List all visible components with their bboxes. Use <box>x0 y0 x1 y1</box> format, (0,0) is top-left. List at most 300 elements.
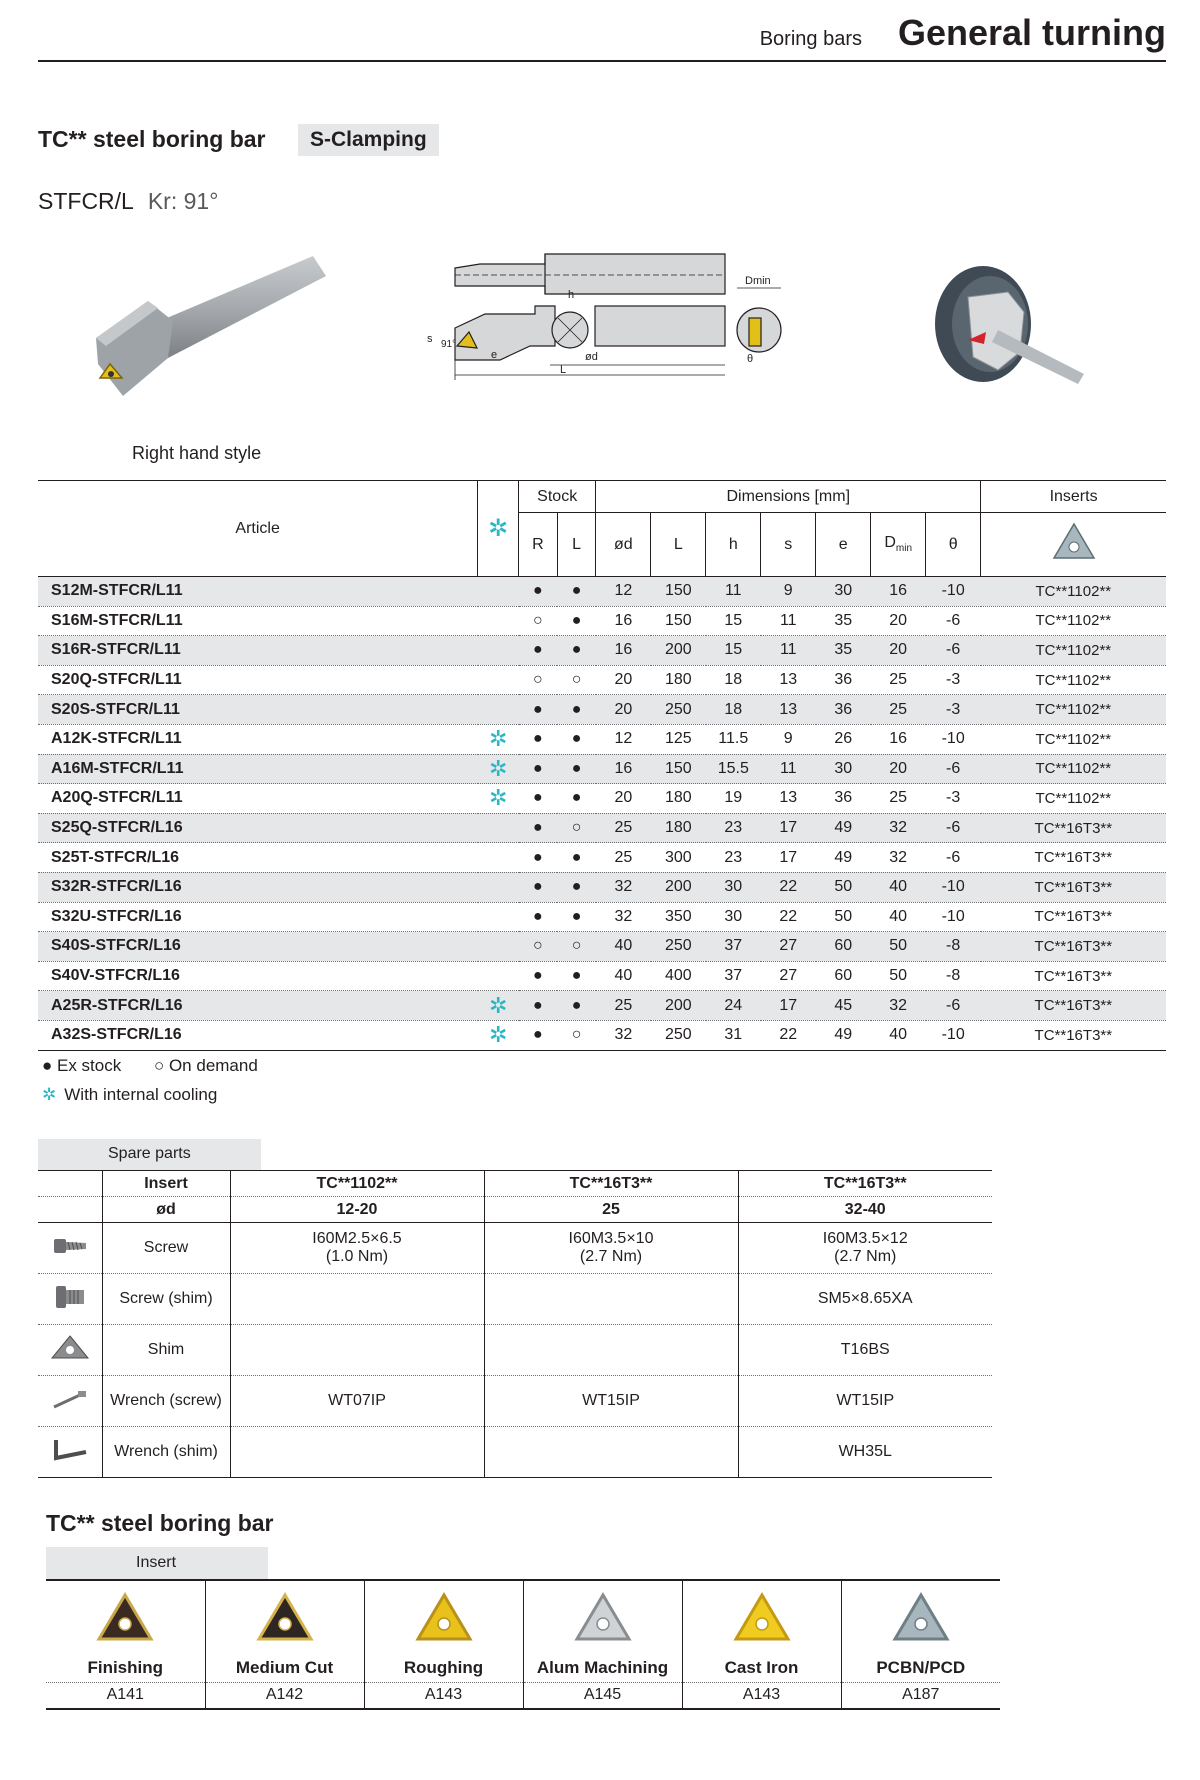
dim-len: 125 <box>651 724 706 754</box>
stock-L: ● <box>557 577 596 607</box>
cooling-legend-icon: ✲ <box>42 1085 57 1104</box>
table-row <box>38 577 1166 607</box>
dim-dmin: 25 <box>871 784 926 814</box>
insert-grade-label: Roughing <box>364 1658 523 1683</box>
dim-s: 22 <box>761 872 816 902</box>
dim-theta: -6 <box>926 754 981 784</box>
insert-grade-label: Medium Cut <box>205 1658 364 1683</box>
spare-part-value: I60M2.5×6.5 (1.0 Nm) <box>230 1223 484 1274</box>
cooling-icon <box>478 813 519 843</box>
stock-legend <box>42 1056 286 1076</box>
dim-h: 18 <box>706 665 761 695</box>
dim-theta: -10 <box>926 902 981 932</box>
table-row <box>38 636 1166 666</box>
dim-h: 15 <box>706 636 761 666</box>
col-h: h <box>706 513 761 577</box>
stock-R: ● <box>519 1020 558 1050</box>
dim-od: 25 <box>596 991 651 1021</box>
dim-od: 12 <box>596 577 651 607</box>
dim-od: 25 <box>596 843 651 873</box>
dim-h: 15 <box>706 606 761 636</box>
insert-grade-icon <box>364 1580 523 1658</box>
col-s: s <box>761 513 816 577</box>
dim-e: 30 <box>816 754 871 784</box>
spare-part-value: WT07IP <box>230 1376 484 1427</box>
stock-L: ● <box>557 991 596 1021</box>
legend-ex-stock: ● Ex stock <box>42 1056 122 1075</box>
dim-h: 37 <box>706 932 761 962</box>
dim-h: 30 <box>706 902 761 932</box>
table-row <box>38 932 1166 962</box>
dim-theta: -3 <box>926 665 981 695</box>
dim-e: 49 <box>816 1020 871 1050</box>
dim-od: 16 <box>596 754 651 784</box>
dim-s: 11 <box>761 606 816 636</box>
cooling-icon <box>478 932 519 962</box>
cooling-icon: ✲ <box>478 784 519 814</box>
spare-col-insert: TC**1102** <box>230 1171 484 1197</box>
dim-dmin: 40 <box>871 902 926 932</box>
table-row <box>38 902 1166 932</box>
article-code: S20Q-STFCR/L11 <box>38 665 478 695</box>
dim-s: 27 <box>761 932 816 962</box>
spare-part-value <box>230 1325 484 1376</box>
insert-grades-table <box>46 1579 1000 1710</box>
stock-R: ● <box>519 902 558 932</box>
table-row <box>38 754 1166 784</box>
insert-code: TC**1102** <box>981 665 1166 695</box>
shim-icon <box>38 1325 102 1376</box>
dim-len: 200 <box>651 872 706 902</box>
col-od: ød <box>596 513 651 577</box>
stock-R: ○ <box>519 665 558 695</box>
insert-code: TC**16T3** <box>981 961 1166 991</box>
insert-grade-code: A142 <box>205 1683 364 1709</box>
dim-L-label: L <box>560 364 567 376</box>
dim-dmin: 25 <box>871 665 926 695</box>
spare-part-value: WH35L <box>738 1427 992 1478</box>
col-length: L <box>651 513 706 577</box>
dim-e-label: e <box>491 349 498 361</box>
dim-e: 60 <box>816 961 871 991</box>
technical-drawing <box>425 250 795 426</box>
article-code: A12K-STFCR/L11 <box>38 724 478 754</box>
insert-grade-code: A187 <box>841 1683 1000 1709</box>
table-row <box>38 724 1166 754</box>
model-code: STFCR/L <box>38 188 134 214</box>
insert-code: TC**1102** <box>981 695 1166 725</box>
dim-theta: -3 <box>926 784 981 814</box>
article-code: S40S-STFCR/L16 <box>38 932 478 962</box>
stock-R: ● <box>519 872 558 902</box>
dim-len: 180 <box>651 784 706 814</box>
dim-od: 40 <box>596 961 651 991</box>
dim-h: 18 <box>706 695 761 725</box>
insert-header-icon <box>981 513 1166 577</box>
spare-part-value <box>230 1274 484 1325</box>
dim-theta: -8 <box>926 932 981 962</box>
article-code: S25Q-STFCR/L16 <box>38 813 478 843</box>
insert-grade-label: PCBN/PCD <box>841 1658 1000 1683</box>
article-code: S25T-STFCR/L16 <box>38 843 478 873</box>
dim-len: 200 <box>651 636 706 666</box>
spare-part-value: T16BS <box>738 1325 992 1376</box>
cooling-icon <box>478 636 519 666</box>
dim-theta: -6 <box>926 606 981 636</box>
insert-grade-icon <box>682 1580 841 1658</box>
spare-part-label: Screw <box>102 1223 230 1274</box>
dim-od: 25 <box>596 813 651 843</box>
insert-grade-code: A143 <box>364 1683 523 1709</box>
spare-part-value <box>484 1274 738 1325</box>
dim-dmin: 25 <box>871 695 926 725</box>
article-code: A16M-STFCR/L11 <box>38 754 478 784</box>
cooling-icon <box>478 577 519 607</box>
stock-L: ● <box>557 724 596 754</box>
spare-col-insert: TC**16T3** <box>484 1171 738 1197</box>
dim-len: 200 <box>651 991 706 1021</box>
dim-theta-label: θ <box>747 353 754 365</box>
spare-parts-table <box>38 1170 992 1478</box>
legend-cooling: With internal cooling <box>64 1085 218 1104</box>
dim-theta: -10 <box>926 1020 981 1050</box>
insert-code: TC**16T3** <box>981 991 1166 1021</box>
dim-s: 13 <box>761 784 816 814</box>
spare-col-od: 12-20 <box>230 1197 484 1223</box>
dim-h: 15.5 <box>706 754 761 784</box>
dim-s-label: s <box>427 333 433 345</box>
col-e: e <box>816 513 871 577</box>
spare-col-od: 32-40 <box>738 1197 992 1223</box>
stock-L: ● <box>557 606 596 636</box>
insert-code: TC**1102** <box>981 724 1166 754</box>
dim-theta: -8 <box>926 961 981 991</box>
spare-col-od: 25 <box>484 1197 738 1223</box>
spare-part-value <box>484 1325 738 1376</box>
spare-parts-tab: Spare parts <box>38 1139 261 1170</box>
dim-angle-label: 91° <box>441 339 457 350</box>
image-caption: Right hand style <box>132 443 262 463</box>
cooling-column-icon: ✲ <box>478 481 519 577</box>
dim-od: 12 <box>596 724 651 754</box>
stock-L: ● <box>557 784 596 814</box>
dim-h: 11.5 <box>706 724 761 754</box>
spare-insert-label: Insert <box>102 1171 230 1197</box>
dim-s: 11 <box>761 636 816 666</box>
col-dmin: $D_{min}$ <box>871 513 926 577</box>
insert-grade-label: Cast Iron <box>682 1658 841 1683</box>
article-code: S16R-STFCR/L11 <box>38 636 478 666</box>
stock-L: ○ <box>557 665 596 695</box>
spare-part-label: Screw (shim) <box>102 1274 230 1325</box>
dim-od: 20 <box>596 784 651 814</box>
legend-on-demand: ○ On demand <box>153 1056 258 1075</box>
table-row <box>38 813 1166 843</box>
cooling-icon: ✲ <box>478 991 519 1021</box>
spare-part-value <box>230 1427 484 1478</box>
clamping-badge: S-Clamping <box>298 124 439 156</box>
stock-R: ● <box>519 754 558 784</box>
spare-part-label: Wrench (screw) <box>102 1376 230 1427</box>
col-theta: θ <box>926 513 981 577</box>
dim-len: 150 <box>651 754 706 784</box>
stock-R: ● <box>519 636 558 666</box>
dim-e: 36 <box>816 665 871 695</box>
dim-s: 22 <box>761 902 816 932</box>
stock-R: ○ <box>519 932 558 962</box>
table-row <box>38 606 1166 636</box>
insert-grade-code: A145 <box>523 1683 682 1709</box>
insert-grade-label: Alum Machining <box>523 1658 682 1683</box>
screw-icon <box>38 1223 102 1274</box>
dim-len: 250 <box>651 1020 706 1050</box>
stock-R: ● <box>519 724 558 754</box>
dim-len: 350 <box>651 902 706 932</box>
dim-s: 9 <box>761 577 816 607</box>
dim-e: 50 <box>816 872 871 902</box>
article-code: A32S-STFCR/L16 <box>38 1020 478 1050</box>
insert-code: TC**16T3** <box>981 1020 1166 1050</box>
spare-part-value: WT15IP <box>484 1376 738 1427</box>
dim-h: 24 <box>706 991 761 1021</box>
shim-screw-icon <box>38 1274 102 1325</box>
spare-part-value: WT15IP <box>738 1376 992 1427</box>
dim-s: 17 <box>761 991 816 1021</box>
col-stock: Stock <box>519 481 596 513</box>
insert-code: TC**1102** <box>981 606 1166 636</box>
stock-R: ● <box>519 991 558 1021</box>
spare-part-row <box>38 1325 992 1376</box>
dim-dmin: 32 <box>871 991 926 1021</box>
dim-len: 400 <box>651 961 706 991</box>
dim-h: 37 <box>706 961 761 991</box>
cooling-icon <box>478 606 519 636</box>
dim-theta: -10 <box>926 577 981 607</box>
dim-h: 23 <box>706 813 761 843</box>
cooling-icon <box>478 872 519 902</box>
dim-s: 11 <box>761 754 816 784</box>
dim-s: 9 <box>761 724 816 754</box>
dim-e: 49 <box>816 813 871 843</box>
insert-grade-icon <box>841 1580 1000 1658</box>
dim-dmin: 16 <box>871 577 926 607</box>
table-row <box>38 961 1166 991</box>
cooling-icon <box>478 902 519 932</box>
dim-e: 35 <box>816 636 871 666</box>
spare-part-value: SM5×8.65XA <box>738 1274 992 1325</box>
cooling-icon: ✲ <box>478 724 519 754</box>
dim-s: 13 <box>761 665 816 695</box>
dim-dmin: 16 <box>871 724 926 754</box>
insert-code: TC**16T3** <box>981 872 1166 902</box>
dim-theta: -10 <box>926 724 981 754</box>
dim-len: 150 <box>651 606 706 636</box>
stock-L: ● <box>557 961 596 991</box>
article-code: S32R-STFCR/L16 <box>38 872 478 902</box>
spare-part-value: I60M3.5×12 (2.7 Nm) <box>738 1223 992 1274</box>
dim-e: 35 <box>816 606 871 636</box>
insert-code: TC**1102** <box>981 577 1166 607</box>
dim-od: 32 <box>596 902 651 932</box>
dim-h: 30 <box>706 872 761 902</box>
cooling-icon: ✲ <box>478 1020 519 1050</box>
col-dimensions: Dimensions [mm] <box>596 481 981 513</box>
article-code: S20S-STFCR/L11 <box>38 695 478 725</box>
stock-R: ● <box>519 784 558 814</box>
spare-part-row <box>38 1376 992 1427</box>
insert-grade-icon <box>46 1580 205 1658</box>
table-row <box>38 695 1166 725</box>
article-table <box>38 480 1166 1051</box>
model-line <box>38 188 218 215</box>
dim-e: 30 <box>816 577 871 607</box>
spare-part-label: Wrench (shim) <box>102 1427 230 1478</box>
stock-L: ● <box>557 902 596 932</box>
header-title: General turning <box>897 12 1166 53</box>
cooling-icon <box>478 695 519 725</box>
dim-theta: -6 <box>926 843 981 873</box>
dim-e: 49 <box>816 843 871 873</box>
insert-code: TC**1102** <box>981 754 1166 784</box>
cooling-icon <box>478 665 519 695</box>
dim-e: 36 <box>816 695 871 725</box>
insert-grade-icon <box>523 1580 682 1658</box>
stock-L: ● <box>557 695 596 725</box>
dim-e: 26 <box>816 724 871 754</box>
stock-L: ● <box>557 636 596 666</box>
dim-od-label: ød <box>585 351 598 363</box>
application-image <box>928 262 1088 412</box>
dim-od: 32 <box>596 1020 651 1050</box>
spare-part-row <box>38 1223 992 1274</box>
spare-col-insert: TC**16T3** <box>738 1171 992 1197</box>
stock-R: ● <box>519 961 558 991</box>
dim-len: 150 <box>651 577 706 607</box>
insert-code: TC**1102** <box>981 636 1166 666</box>
table-row <box>38 843 1166 873</box>
dim-len: 180 <box>651 813 706 843</box>
cooling-icon <box>478 961 519 991</box>
dim-dmin: 50 <box>871 961 926 991</box>
dim-od: 40 <box>596 932 651 962</box>
cooling-legend <box>42 1085 217 1105</box>
spare-part-value: I60M3.5×10 (2.7 Nm) <box>484 1223 738 1274</box>
stock-R: ● <box>519 843 558 873</box>
insert-grade-label: Finishing <box>46 1658 205 1683</box>
insert-code: TC**16T3** <box>981 813 1166 843</box>
dim-len: 250 <box>651 695 706 725</box>
dim-e: 45 <box>816 991 871 1021</box>
dim-len: 180 <box>651 665 706 695</box>
dim-od: 16 <box>596 606 651 636</box>
col-inserts: Inserts <box>981 481 1166 513</box>
insert-code: TC**16T3** <box>981 843 1166 873</box>
stock-R: ● <box>519 813 558 843</box>
dim-od: 16 <box>596 636 651 666</box>
kr-angle: Kr: 91° <box>147 188 219 214</box>
dim-dmin: 40 <box>871 872 926 902</box>
page-header <box>38 0 1166 62</box>
dim-od: 20 <box>596 665 651 695</box>
article-code: A25R-STFCR/L16 <box>38 991 478 1021</box>
dim-theta: -6 <box>926 813 981 843</box>
dim-h-label: h <box>568 289 575 301</box>
article-code: S40V-STFCR/L16 <box>38 961 478 991</box>
article-code: S12M-STFCR/L11 <box>38 577 478 607</box>
dim-dmin: 20 <box>871 606 926 636</box>
stock-L: ○ <box>557 1020 596 1050</box>
dim-h: 23 <box>706 843 761 873</box>
insert-tab: Insert <box>46 1547 268 1579</box>
table-row <box>38 784 1166 814</box>
hex-key-icon <box>38 1427 102 1478</box>
insert-code: TC**16T3** <box>981 902 1166 932</box>
dim-s: 22 <box>761 1020 816 1050</box>
insert-grade-icon <box>205 1580 364 1658</box>
dim-dmin: 32 <box>871 813 926 843</box>
dim-h: 11 <box>706 577 761 607</box>
insert-code: TC**16T3** <box>981 932 1166 962</box>
dim-h: 19 <box>706 784 761 814</box>
dim-dmin: 20 <box>871 636 926 666</box>
boring-bar-image <box>88 246 328 416</box>
insert-grade-code: A141 <box>106 1686 144 1704</box>
dim-dmin-label: Dmin <box>745 275 771 287</box>
grades-title: TC** steel boring bar <box>46 1510 274 1536</box>
stock-L: ● <box>557 843 596 873</box>
dim-dmin: 40 <box>871 1020 926 1050</box>
dim-s: 13 <box>761 695 816 725</box>
wrench-icon <box>38 1376 102 1427</box>
stock-L: ○ <box>557 813 596 843</box>
article-code: A20Q-STFCR/L11 <box>38 784 478 814</box>
stock-L: ● <box>557 872 596 902</box>
table-row <box>38 665 1166 695</box>
product-title: TC** steel boring bar <box>38 126 266 152</box>
dim-len: 300 <box>651 843 706 873</box>
article-code: S32U-STFCR/L16 <box>38 902 478 932</box>
dim-dmin: 32 <box>871 843 926 873</box>
col-stock-R: R <box>519 513 558 577</box>
cooling-icon: ✲ <box>478 754 519 784</box>
spare-part-label: Shim <box>102 1325 230 1376</box>
spare-part-row <box>38 1427 992 1478</box>
dim-s: 27 <box>761 961 816 991</box>
dim-theta: -10 <box>926 872 981 902</box>
stock-R: ○ <box>519 606 558 636</box>
table-row <box>38 991 1166 1021</box>
header-subtitle: Boring bars <box>759 28 862 50</box>
dim-len: 250 <box>651 932 706 962</box>
table-row <box>38 1020 1166 1050</box>
dim-theta: -6 <box>926 991 981 1021</box>
dim-od: 20 <box>596 695 651 725</box>
dim-e: 50 <box>816 902 871 932</box>
insert-grade-code: A143 <box>682 1683 841 1709</box>
dim-theta: -6 <box>926 636 981 666</box>
insert-code: TC**1102** <box>981 784 1166 814</box>
dim-dmin: 50 <box>871 932 926 962</box>
cooling-icon <box>478 843 519 873</box>
stock-L: ○ <box>557 932 596 962</box>
dim-dmin: 20 <box>871 754 926 784</box>
dim-e: 60 <box>816 932 871 962</box>
col-article: Article <box>235 519 280 537</box>
spare-part-value <box>484 1427 738 1478</box>
spare-od-label: ød <box>102 1197 230 1223</box>
col-stock-L: L <box>557 513 596 577</box>
stock-R: ● <box>519 695 558 725</box>
